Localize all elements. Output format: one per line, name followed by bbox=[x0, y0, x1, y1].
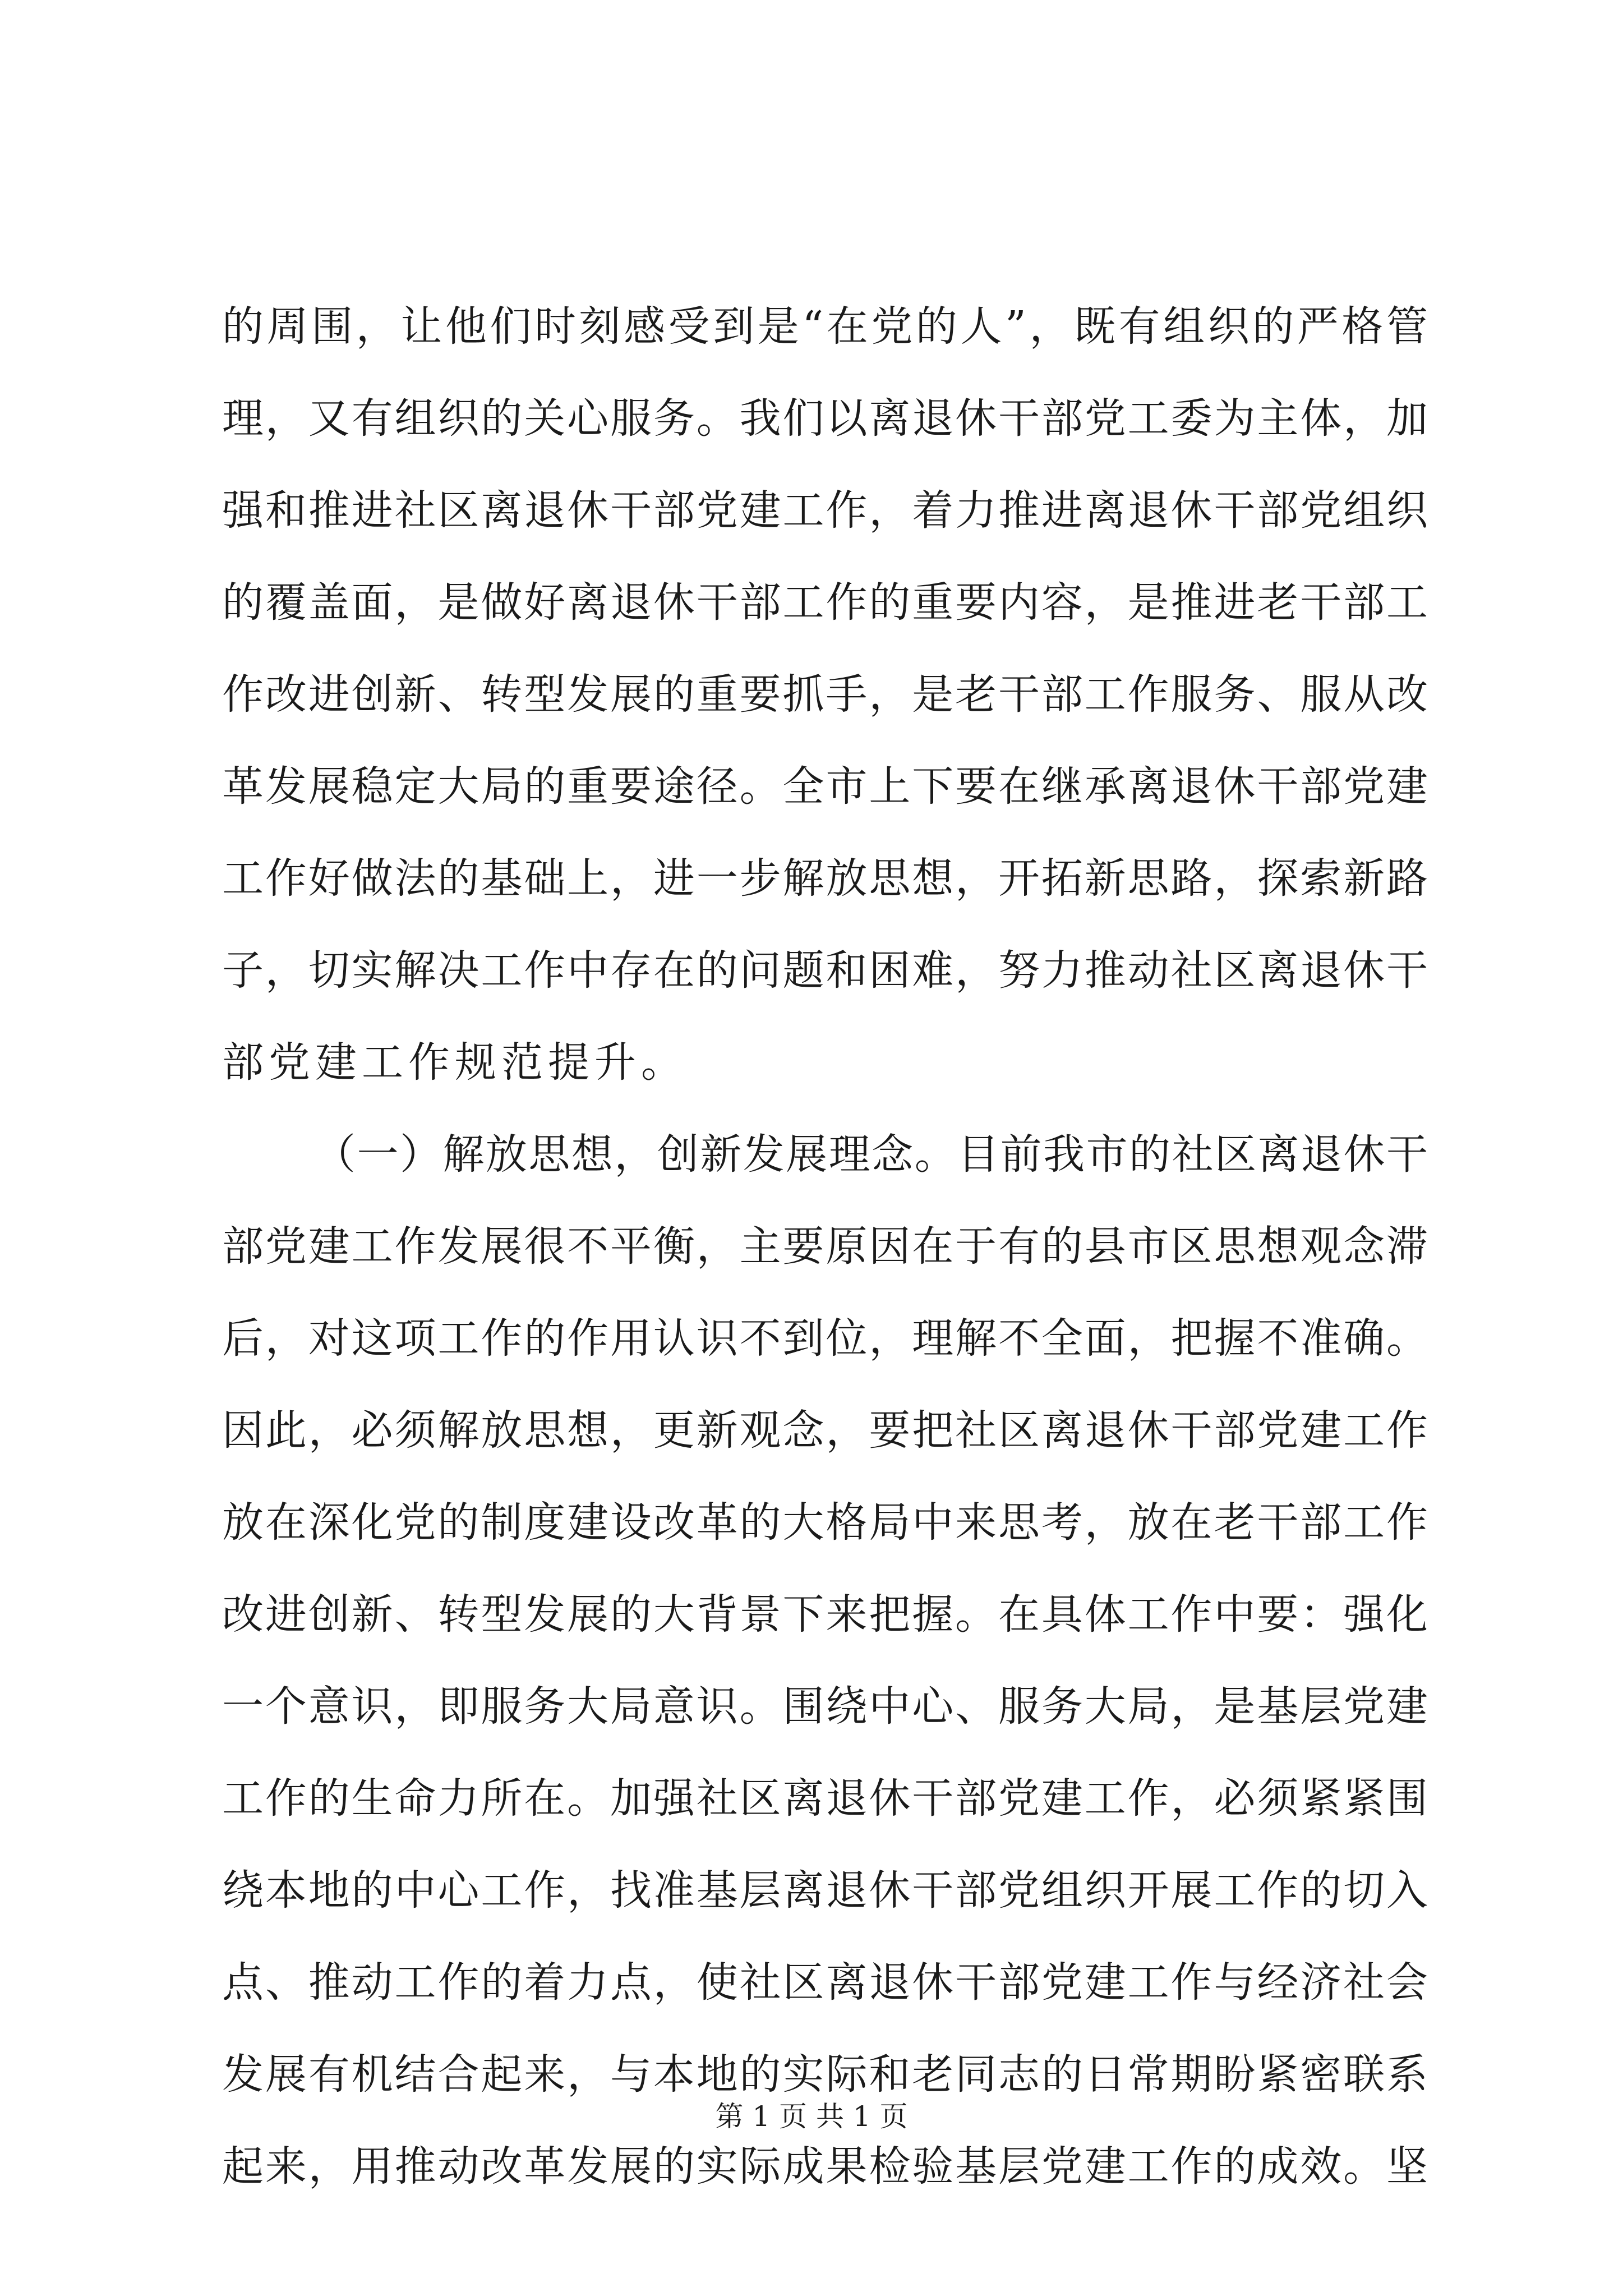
text-line-15: 改进创新、转型发展的大背景下来把握。在具体工作中要：强化 bbox=[222, 1590, 1428, 1639]
page-number-footer: 第 1 页 共 1 页 bbox=[715, 2100, 908, 2133]
text-line-18: 绕本地的中心工作，找准基层离退休干部党组织开展工作的切入 bbox=[222, 1866, 1428, 1915]
text-line-2: 理，又有组织的关心服务。我们以离退休干部党工委为主体，加 bbox=[222, 394, 1428, 443]
text-line-8: 子，切实解决工作中存在的问题和困难，努力推动社区离退休干 bbox=[222, 946, 1428, 995]
text-line-16: 一个意识，即服务大局意识。围绕中心、服务大局，是基层党建 bbox=[222, 1682, 1428, 1731]
text-line-12: 后，对这项工作的作用认识不到位，理解不全面，把握不准确。 bbox=[222, 1314, 1428, 1363]
text-line-14: 放在深化党的制度建设改革的大格局中来思考，放在老干部工作 bbox=[222, 1498, 1428, 1547]
text-line-11: 部党建工作发展很不平衡，主要原因在于有的县市区思想观念滞 bbox=[222, 1222, 1428, 1271]
text-line-19: 点、推动工作的着力点，使社区离退休干部党建工作与经济社会 bbox=[222, 1958, 1428, 2007]
text-line-4: 的覆盖面，是做好离退休干部工作的重要内容，是推进老干部工 bbox=[222, 578, 1428, 627]
text-line-13: 因此，必须解放思想，更新观念，要把社区离退休干部党建工作 bbox=[222, 1406, 1428, 1455]
text-line-17: 工作的生命力所在。加强社区离退休干部党建工作，必须紧紧围 bbox=[222, 1774, 1428, 1823]
text-line-7: 工作好做法的基础上，进一步解放思想，开拓新思路，探索新路 bbox=[222, 854, 1428, 903]
body-text bbox=[222, 280, 1428, 2212]
text-line-3: 强和推进社区离退休干部党建工作，着力推进离退休干部党组织 bbox=[222, 486, 1428, 535]
text-line-6: 革发展稳定大局的重要途径。全市上下要在继承离退休干部党建 bbox=[222, 762, 1428, 811]
text-line-9: 部党建工作规范提升。 bbox=[222, 1038, 688, 1087]
text-line-1: 的周围，让他们时刻感受到是“在党的人”，既有组织的严格管 bbox=[222, 302, 1428, 351]
text-line-5: 作改进创新、转型发展的重要抓手，是老干部工作服务、服从改 bbox=[222, 670, 1428, 719]
text-line-21: 起来，用推动改革发展的实际成果检验基层党建工作的成效。坚 bbox=[222, 2142, 1428, 2191]
paragraph-heading-line: （一）解放思想，创新发展理念。目前我市的社区离退休干 bbox=[314, 1130, 1428, 1179]
text-line-20: 发展有机结合起来，与本地的实际和老同志的日常期盼紧密联系 bbox=[222, 2050, 1428, 2099]
